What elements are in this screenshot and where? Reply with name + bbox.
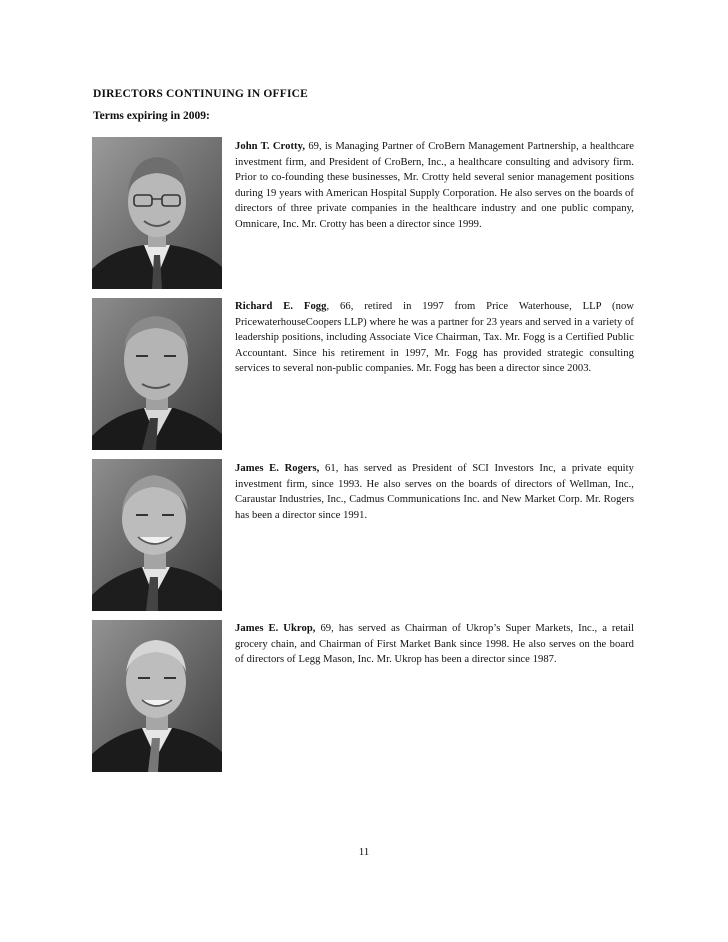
director-bio-text: 69, is Managing Partner of CroBern Management Partnership, a healthcare investment firm, and President of CroBern, Inc., a healthcare consulting and advisory firm. Prior to co-founding these businesses, Mr. Crotty held several senior management positions during 19 years with American Hospital Supply Corporation. He also serves on the boards of directors of three private companies in the healthcare industry and one public company, Omnicare, Inc. Mr. Crotty has been a director since 1999. [235, 141, 634, 230]
director-name: James E. Rogers, [235, 463, 320, 474]
director-bio-crotty [235, 139, 634, 233]
director-photo-crotty [92, 137, 222, 289]
page-number: 11 [358, 846, 370, 858]
director-name: Richard E. Fogg [235, 301, 327, 312]
director-photo-fogg [92, 298, 222, 450]
terms-subheading: Terms expiring in 2009: [93, 110, 210, 122]
director-name: James E. Ukrop, [235, 623, 316, 634]
director-bio-text: 61, has served as President of SCI Investors Inc, a private equity investment firm, since 1993. He also serves on the boards of directors of Wellman, Inc., Caraustar Industries, Inc., Cadmus Communications Inc. and New Market Corp. Mr. Rogers has been a director since 1991. [235, 463, 635, 521]
director-bio-text: , 66, retired in 1997 from Price Waterhouse, LLP (now PricewaterhouseCoopers LLP) where he was a partner for 23 years and served in a variety of leadership positions, including Associate Vice Chairman, Tax. Mr. Fogg is a Certified Public Accountant. Since his retirement in 1997, Mr. Fogg has provided strategic consulting services to several non-public companies. Mr. Fogg has been a director since 2003. [235, 301, 635, 375]
director-bio-rogers [235, 461, 634, 523]
director-bio-fogg [235, 299, 634, 377]
section-heading: DIRECTORS CONTINUING IN OFFICE [93, 88, 309, 100]
director-name: John T. Crotty, [235, 141, 306, 152]
director-photo-rogers [92, 459, 222, 611]
director-photo-ukrop [92, 620, 222, 772]
director-bio-text: 69, has served as Chairman of Ukrop’s Super Markets, Inc., a retail grocery chain, and Chairman of First Market Bank since 1998. He also serves on the board of directors of Legg Mason, Inc. Mr. Ukrop has been a director since 1987. [235, 623, 634, 666]
director-bio-ukrop [235, 621, 634, 668]
